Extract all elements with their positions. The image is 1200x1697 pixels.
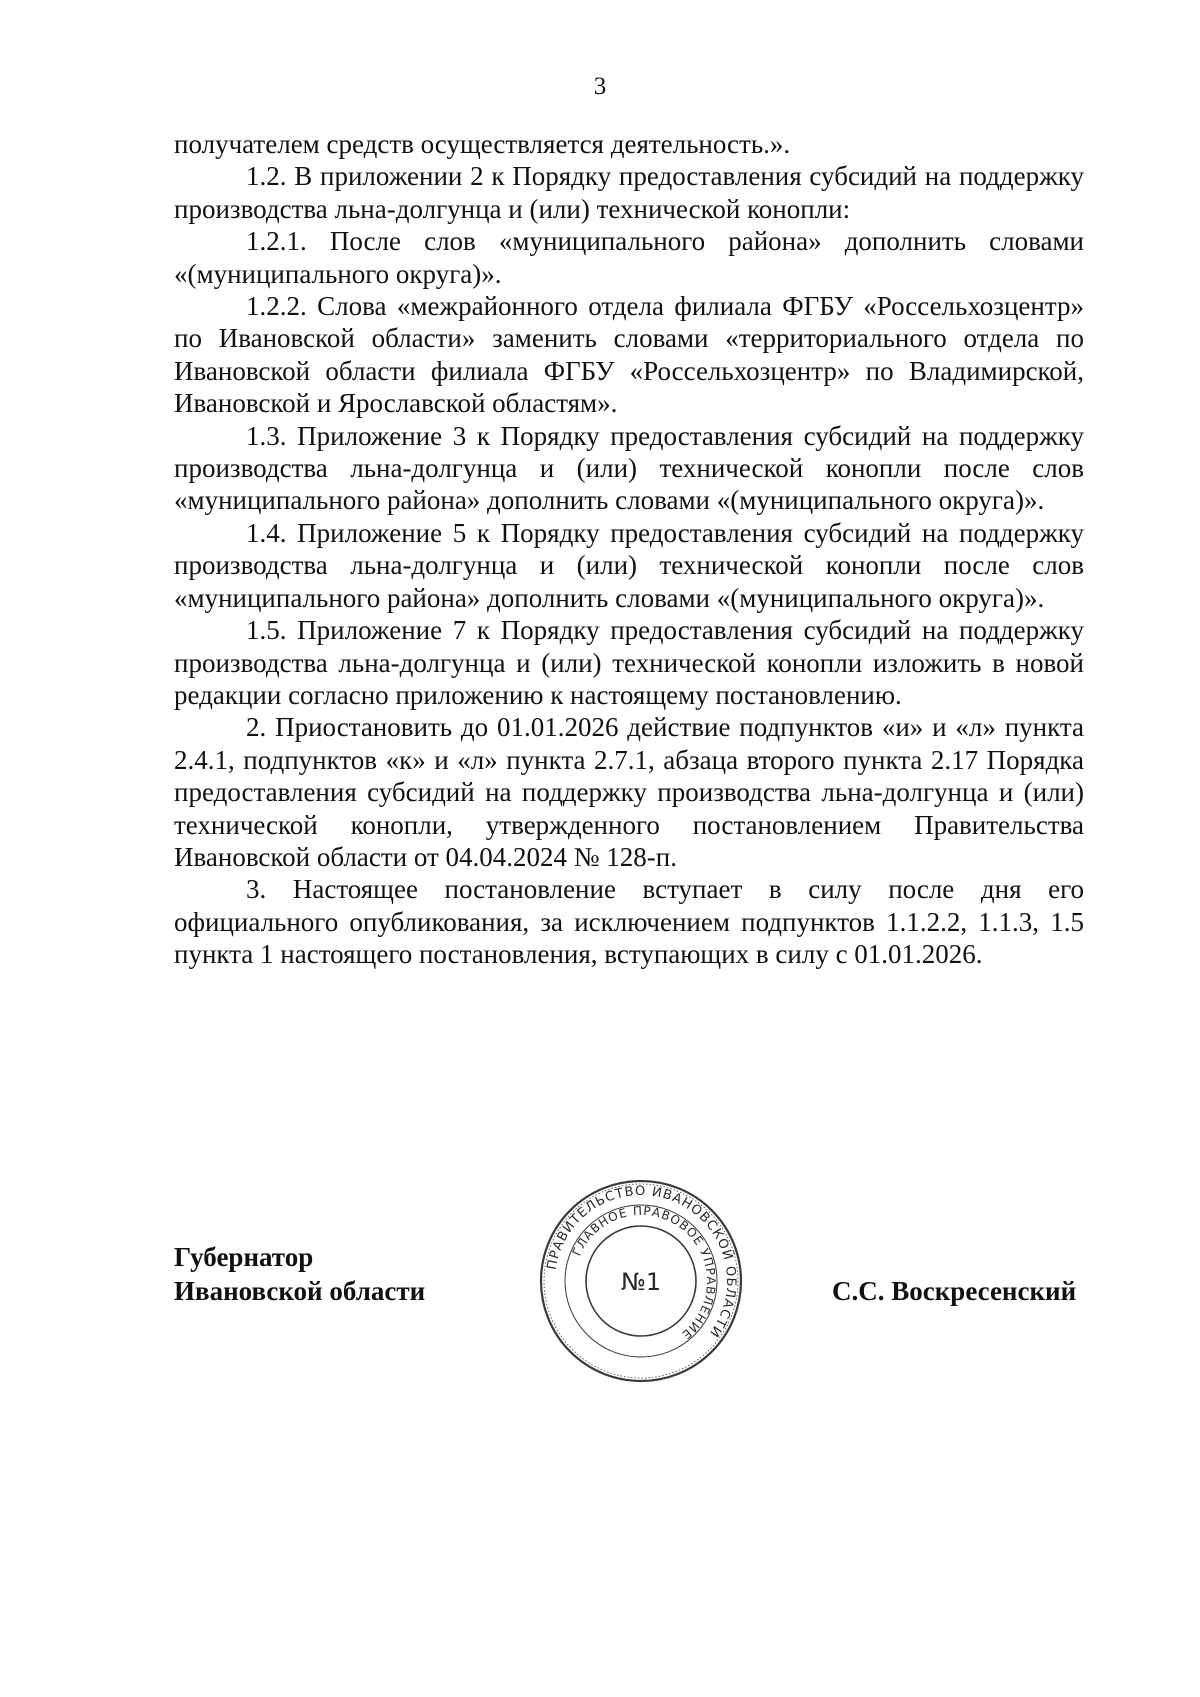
signatory-position-line2: Ивановской области [174, 1276, 426, 1306]
body-paragraph: 1.4. Приложение 5 к Порядку предоставления субсидий на поддержку производства льна-долгунца и (или) технической конопли после слов «муниципального района» дополнить словами «(муниципального округа)». [174, 517, 1084, 613]
body-paragraph: получателем средств осуществляется деятельность.». [174, 129, 791, 159]
body-paragraph: 1.2.2. Слова «межрайонного отдела филиала ФГБУ «Россельхозцентр» по Ивановской области» заменить словами «территориального отдела по Ивановской области филиала ФГБУ «Россельхозцентр» по Владимирской, Ивановской и Ярославской областям». [174, 291, 1084, 419]
seal-center-number: №1 [620, 1268, 662, 1296]
seal-outer-text: ПРАВИТЕЛЬСТВО ИВАНОВСКОЙ ОБЛАСТИ [544, 1183, 739, 1341]
signatory-name: С.С. Воскресенский [832, 1276, 1077, 1306]
signatory-position [174, 1240, 425, 1308]
official-seal [538, 1178, 744, 1384]
body-paragraph: 1.5. Приложение 7 к Порядку предоставления субсидий на поддержку производства льна-долгунца и (или) технической конопли изложить в новой редакции согласно приложению к настоящему постановлению. [174, 615, 1084, 710]
body-paragraph: 3. Настоящее постановление вступает в силу после дня его официального опубликования, за исключением подпунктов 1.1.2.2, 1.1.3, 1.5 пункта 1 настоящего постановления, вступающих в силу с 01.01.2026. [174, 874, 1084, 970]
seal-graphic [538, 1178, 744, 1384]
document-body [174, 128, 1084, 971]
signatory-position-line1: Губернатор [174, 1242, 314, 1272]
body-paragraph: 1.2. В приложении 2 к Порядку предоставления субсидий на поддержку производства льна-долгунца и (или) технической конопли: [174, 161, 1084, 224]
seal-inner-text: ГЛАВНОЕ ПРАВОВОЕ УПРАВЛЕНИЕ [569, 1203, 719, 1343]
body-paragraph: 1.3. Приложение 3 к Порядку предоставления субсидий на поддержку производства льна-долгунца и (или) технической конопли после слов «муниципального района» дополнить словами «(муниципального округа)». [174, 420, 1084, 516]
body-paragraph: 1.2.1. После слов «муниципального района» дополнить словами «(муниципального округа)». [174, 226, 1084, 289]
page-number: 3 [593, 73, 607, 100]
body-paragraph: 2. Приостановить до 01.01.2026 действие подпунктов «и» и «л» пункта 2.4.1, подпунктов «к» и «л» пункта 2.7.1, абзаца второго пункта 2.17 Порядка предоставления субсидий на поддержку производства льна-долгунца и (или) технической конопли, утвержденного постановлением Правительства Ивановской области от 04.04.2024 № 128-п. [174, 712, 1084, 872]
